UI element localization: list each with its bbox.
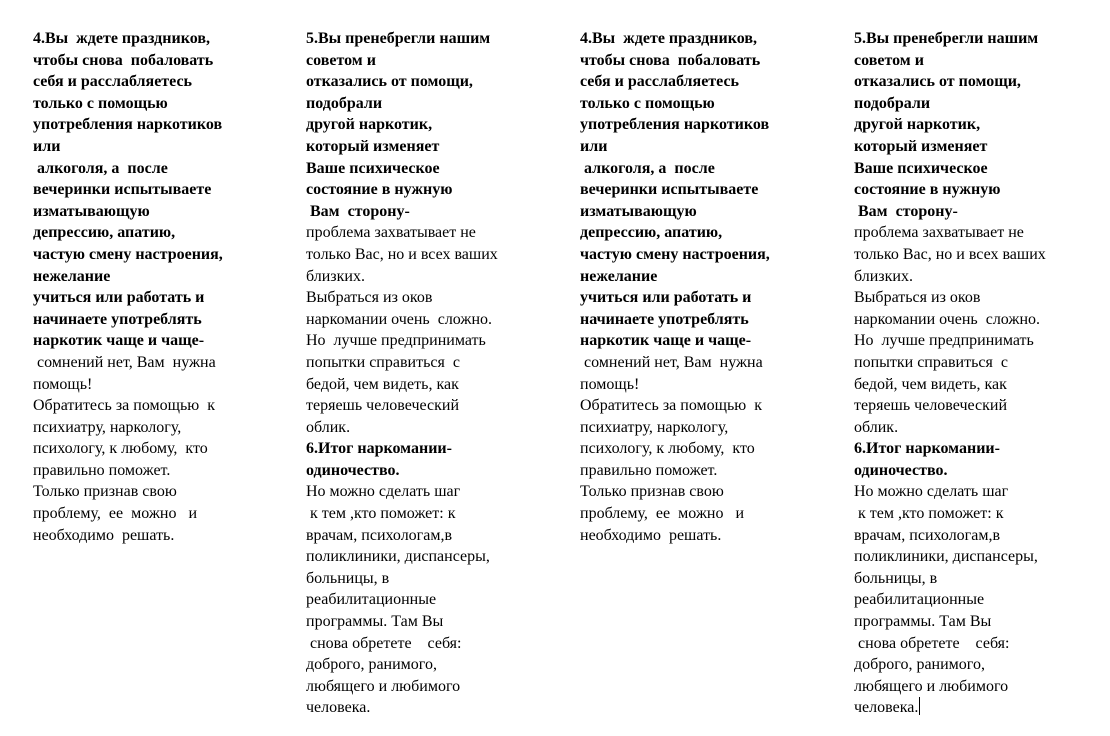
text-line: алкоголя, а после [33,159,168,177]
text-line: наркомании очень сложно. [854,310,1041,328]
text-cursor [919,697,920,715]
text-line: Но можно сделать шаг [306,483,461,501]
text-line: человека. [306,699,371,717]
text-line: состояние в нужную [306,181,453,199]
text-line: доброго, ранимого, [854,656,985,674]
text-line: советом и [854,51,924,69]
text-line: Ваше психическое [306,159,440,177]
text-line: одиночество. [306,461,400,479]
text-line: любящего и любимого [854,677,1009,695]
text-line: одиночество. [854,461,948,479]
text-line: Но лучше предпринимать [854,332,1034,350]
text-line: Выбраться из оков [854,289,981,307]
text-line: только с помощью [33,94,168,112]
text-line: Выбраться из оков [306,289,433,307]
text-line: чтобы снова побаловать [33,51,214,69]
text-line: близких. [306,267,365,285]
text-line: который изменяет [854,137,988,155]
text-line: 6.Итог наркомании- [306,440,452,458]
text-line: необходимо решать. [33,526,175,544]
text-line: необходимо решать. [580,526,722,544]
text-line: отказались от помощи, [306,73,473,91]
text-line: реабилитационные [306,591,437,609]
text-line: употребления наркотиков [580,116,770,134]
text-line: Обратитесь за помощью к [33,397,215,415]
text-line: бедой, чем видеть, как [306,375,459,393]
text-line: больницы, в [854,569,938,587]
text-line: Обратитесь за помощью к [580,397,762,415]
text-line: Но лучше предпринимать [306,332,486,350]
text-line: любящего и любимого [306,677,461,695]
text-line: только Вас, но и всех ваших [306,245,498,263]
column-1 [33,28,223,546]
text-line: правильно поможет. [33,461,171,479]
text-line: к тем ,кто поможет: к [306,505,456,523]
text-line: подобрали [854,94,931,112]
text-line: который изменяет [306,137,440,155]
text-line: сомнений нет, Вам нужна [33,353,216,371]
text-line: 4.Вы ждете праздников, [33,30,210,47]
text-line: Только признав свою [33,483,177,501]
text-line: реабилитационные [854,591,985,609]
text-line: помощь! [580,375,640,393]
text-line: проблема захватывает не [306,224,476,242]
column-3 [580,28,770,546]
text-line: депрессию, апатию, [33,224,176,242]
text-line: близких. [854,267,913,285]
text-line: врачам, психологам,в [854,526,1001,544]
text-line: или [580,137,608,155]
text-line: или [33,137,61,155]
text-line: проблему, ее можно и [580,505,745,523]
text-line: программы. Там Вы [854,613,992,631]
text-line: теряешь человеческий [306,397,460,415]
text-line: чтобы снова побаловать [580,51,761,69]
text-line: снова обретете себя: [854,634,1010,652]
text-line: Только признав свою [580,483,724,501]
text-line: другой наркотик, [854,116,981,134]
text-line: больницы, в [306,569,390,587]
text-line: отказались от помощи, [854,73,1021,91]
text-line: себя и расслабляетесь [33,73,193,91]
text-line: нежелание [33,267,111,285]
text-line: изматывающую [33,202,150,220]
text-line: 5.Вы пренебрегли нашим [854,30,1039,47]
column-2 [306,28,498,719]
text-line: попытки справиться с [854,353,1008,371]
text-line: попытки справиться с [306,353,460,371]
text-line: поликлиники, диспансеры, [854,548,1038,566]
text-line: изматывающую [580,202,697,220]
text-line: Вам сторону- [854,202,958,220]
text-line: психиатру, наркологу, [580,418,729,436]
text-line: программы. Там Вы [306,613,444,631]
text-line: 4.Вы ждете праздников, [580,30,757,47]
text-line: употребления наркотиков [33,116,223,134]
text-line: алкоголя, а после [580,159,715,177]
text-line: наркомании очень сложно. [306,310,493,328]
text-line: облик. [306,418,351,436]
text-line: начинаете употреблять [580,310,749,328]
text-line: только Вас, но и всех ваших [854,245,1046,263]
text-line: нежелание [580,267,658,285]
text-line: депрессию, апатию, [580,224,723,242]
text-line: Вам сторону- [306,202,410,220]
text-line: учиться или работать и [580,289,752,307]
text-line: частую смену настроения, [33,245,223,263]
text-line: доброго, ранимого, [306,656,437,674]
text-line: психиатру, наркологу, [33,418,182,436]
text-line: проблему, ее можно и [33,505,198,523]
text-line: учиться или работать и [33,289,205,307]
text-line: поликлиники, диспансеры, [306,548,490,566]
text-line: проблема захватывает не [854,224,1024,242]
text-line: врачам, психологам,в [306,526,453,544]
text-line: Но можно сделать шаг [854,483,1009,501]
text-line: теряешь человеческий [854,397,1008,415]
text-line: человека. [854,699,919,717]
text-line: себя и расслабляетесь [580,73,740,91]
column-4 [854,28,1046,719]
text-line: советом и [306,51,376,69]
text-line: подобрали [306,94,383,112]
text-line: правильно поможет. [580,461,718,479]
text-line: другой наркотик, [306,116,433,134]
text-line: облик. [854,418,899,436]
text-line: 5.Вы пренебрегли нашим [306,30,491,47]
text-line: 6.Итог наркомании- [854,440,1000,458]
text-line: только с помощью [580,94,715,112]
text-line: Ваше психическое [854,159,988,177]
text-line: сомнений нет, Вам нужна [580,353,763,371]
text-line: помощь! [33,375,93,393]
text-line: наркотик чаще и чаще- [580,332,752,350]
text-line: наркотик чаще и чаще- [33,332,205,350]
text-line: вечеринки испытываете [33,181,212,199]
text-line: состояние в нужную [854,181,1001,199]
text-line: психологу, к любому, кто [33,440,208,458]
text-line: частую смену настроения, [580,245,770,263]
text-line: начинаете употреблять [33,310,202,328]
text-line: бедой, чем видеть, как [854,375,1007,393]
text-line: снова обретете себя: [306,634,462,652]
text-line: психологу, к любому, кто [580,440,755,458]
text-line: вечеринки испытываете [580,181,759,199]
text-line: к тем ,кто поможет: к [854,505,1004,523]
